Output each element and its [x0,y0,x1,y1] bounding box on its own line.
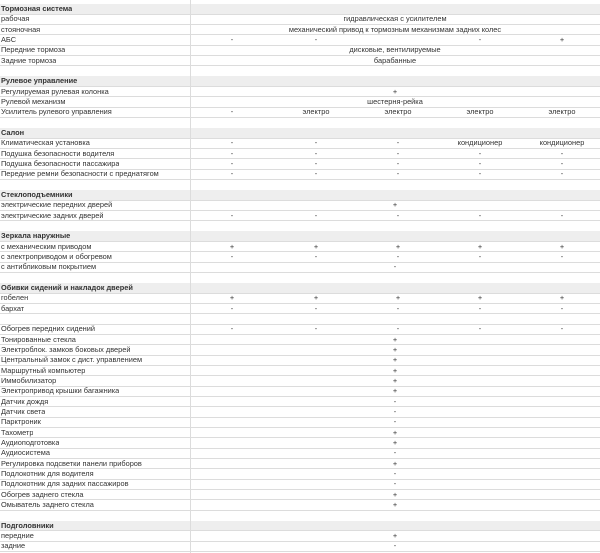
section-header [0,4,600,14]
spec-row [0,531,600,541]
spec-cell: - [230,303,234,313]
spec-cell: - [560,158,564,168]
spec-value: - [393,448,397,458]
spec-label: с антибликовым покрытием [1,262,97,272]
spec-cell: - [478,158,482,168]
section-title: Подголовники [1,520,54,530]
spec-cell: - [230,210,234,220]
spec-value: + [392,344,398,354]
spec-value: + [392,386,398,396]
spec-label: Тахометр [1,427,34,437]
spec-label: Электроблок. замков боковых дверей [1,344,131,354]
spec-cell: + [395,293,401,303]
spec-cell: - [560,303,564,313]
spec-label: Рулевой механизм [1,96,66,106]
spec-value: механический привод к тормозным механизмам задних колес [288,24,502,34]
spec-cell: - [230,169,234,179]
spec-value: - [393,541,397,551]
row-divider [0,179,600,180]
spec-label: Регулировка подсветки панели приборов [1,458,142,468]
spec-value: + [392,355,398,365]
spec-cell: - [478,148,482,158]
spec-label: бархат [1,303,25,313]
section-title: Обивки сидений и накладок дверей [1,282,133,292]
spec-row [0,438,600,448]
spec-label: Задние тормоза [1,55,57,65]
section-header [0,521,600,531]
spec-label: с механическим приводом [1,241,92,251]
spec-cell: кондиционер [539,138,585,148]
spec-label: Подушка безопасности водителя [1,148,115,158]
spec-row [0,500,600,510]
spec-cell: + [229,241,235,251]
spec-row [0,448,600,458]
spec-label: электрические задних дверей [1,210,104,220]
spec-label: электрические передних дверей [1,200,113,210]
section-header [0,128,600,138]
spec-label: стояночная [1,24,41,34]
spec-cell: - [396,303,400,313]
spec-row [0,355,600,365]
spec-label: рабочая [1,14,30,24]
spec-cell: - [396,210,400,220]
spec-value: + [392,489,398,499]
spec-value: шестерня-рейка [367,96,423,106]
spec-label: Центральный замок с дист. управлением [1,355,143,365]
spec-label: Омыватель заднего стекла [1,499,94,509]
spec-cell: - [314,34,318,44]
spec-label: Подушка безопасности пассажира [1,158,120,168]
spec-cell: + [395,241,401,251]
spec-label: Подлокотник для задних пассажиров [1,479,129,489]
spec-label: Аудиоподготовка [1,437,60,447]
spec-value: + [392,530,398,540]
column-divider [190,0,191,553]
spec-value: + [392,427,398,437]
spec-row [0,479,600,489]
spec-cell: - [478,303,482,313]
spec-value: + [392,334,398,344]
spec-cell: - [230,107,234,117]
section-title: Стеклоподъемники [1,189,73,199]
spec-cell: - [230,324,234,334]
spec-row [0,314,600,324]
spec-row [0,138,600,148]
spec-cell: - [230,148,234,158]
spec-cell: - [396,148,400,158]
spec-value: - [393,396,397,406]
spec-row [0,200,600,210]
spec-cell: - [314,324,318,334]
spec-cell: - [314,158,318,168]
spec-label: Парктроник [1,417,41,427]
spec-label: Обогрев заднего стекла [1,489,84,499]
spec-value: - [393,468,397,478]
spec-row [0,293,600,303]
spec-label: Передние ремни безопасности с преднатягом [1,169,159,179]
spec-row [0,490,600,500]
section-header [0,231,600,241]
spec-row [0,35,600,45]
spec-value: - [393,406,397,416]
spec-cell: - [314,303,318,313]
spec-cell: - [230,251,234,261]
spec-row [0,541,600,551]
spec-cell: - [560,324,564,334]
spec-value: + [392,365,398,375]
section-title: Рулевое управление [1,76,78,86]
spec-label: Усилитель рулевого управления [1,107,112,117]
spec-row [0,417,600,427]
spec-label: Датчик света [1,406,46,416]
spec-row [0,107,600,117]
spec-cell: + [313,241,319,251]
spec-value: - [393,262,397,272]
section-title: Зеркала наружные [1,231,71,241]
section-title: Салон [1,127,25,137]
spec-cell: - [314,169,318,179]
row-divider [0,65,600,66]
spec-row [0,376,600,386]
spec-value: + [392,458,398,468]
section-title: Тормозная система [1,4,73,13]
spec-cell: - [314,210,318,220]
row-divider [0,220,600,221]
spec-cell: - [478,169,482,179]
spec-label: Датчик дождя [1,396,49,406]
spec-cell: + [477,241,483,251]
row-divider [0,117,600,118]
spec-row [0,97,600,107]
spec-cell: - [396,251,400,261]
spec-row [0,262,600,272]
spec-cell: - [230,34,234,44]
spec-value: + [392,86,398,96]
spec-row [0,386,600,396]
spec-cell: - [396,169,400,179]
spec-cell: - [314,251,318,261]
spec-cell: - [314,148,318,158]
spec-value: гидравлическая с усилителем [343,14,447,24]
spec-cell: + [559,293,565,303]
spec-cell: - [478,324,482,334]
spec-label: Электропривод крышки багажника [1,386,120,396]
spec-cell: + [229,293,235,303]
spec-cell: электро [466,107,494,117]
spec-value: дисковые, вентилируемые [349,45,441,55]
spec-label: гобелен [1,293,29,303]
spec-label: Передние тормоза [1,45,66,55]
spec-cell: - [396,324,400,334]
spec-cell: - [396,138,400,148]
spec-cell: - [478,34,482,44]
spec-label: Иммобилизатор [1,375,57,385]
spec-row [0,159,600,169]
spec-cell: + [477,293,483,303]
spec-label: Обогрев передних сидений [1,324,96,334]
spec-cell: электро [548,107,576,117]
section-header [0,76,600,86]
spec-value: + [392,200,398,210]
spec-cell: электро [302,107,330,117]
spec-cell: - [478,210,482,220]
spec-label: АБС [1,34,17,44]
spec-cell: кондиционер [457,138,503,148]
spec-label: Климатическая установка [1,138,90,148]
spec-label: Тонированные стекла [1,334,76,344]
spec-cell: - [478,251,482,261]
spec-label: Аудиосистема [1,448,50,458]
spec-row [0,345,600,355]
spec-value: - [393,479,397,489]
spec-cell: - [560,169,564,179]
spec-cell: + [313,293,319,303]
spec-value: + [392,375,398,385]
section-header [0,190,600,200]
spec-label: Маршрутный компьютер [1,365,86,375]
spec-value: + [392,437,398,447]
row-divider [0,551,600,552]
spec-cell: - [560,210,564,220]
spec-row [0,169,600,179]
spec-label: задние [1,541,26,551]
spec-cell: - [396,158,400,168]
spec-row [0,469,600,479]
spec-label: Подлокотник для водителя [1,468,94,478]
spec-row [0,14,600,24]
spec-row [0,324,600,334]
spec-cell: - [230,158,234,168]
row-divider [0,272,600,273]
spec-cell: - [230,138,234,148]
spec-value: - [393,417,397,427]
spec-cell: + [559,241,565,251]
spec-label: Регулируемая рулевая колонка [1,86,109,96]
spec-cell: + [559,34,565,44]
spec-cell: электро [384,107,412,117]
spec-cell: - [560,251,564,261]
spec-label: передние [1,530,34,540]
section-header [0,283,600,293]
spec-cell: - [560,148,564,158]
row-divider [0,510,600,511]
spec-row [0,45,600,55]
spec-label: с электроприводом и обогревом [1,251,112,261]
spec-cell: - [314,138,318,148]
spec-row [0,252,600,262]
spec-value: + [392,499,398,509]
spec-value: барабанные [373,55,417,65]
spec-cell [356,35,440,45]
spec-row [0,407,600,417]
